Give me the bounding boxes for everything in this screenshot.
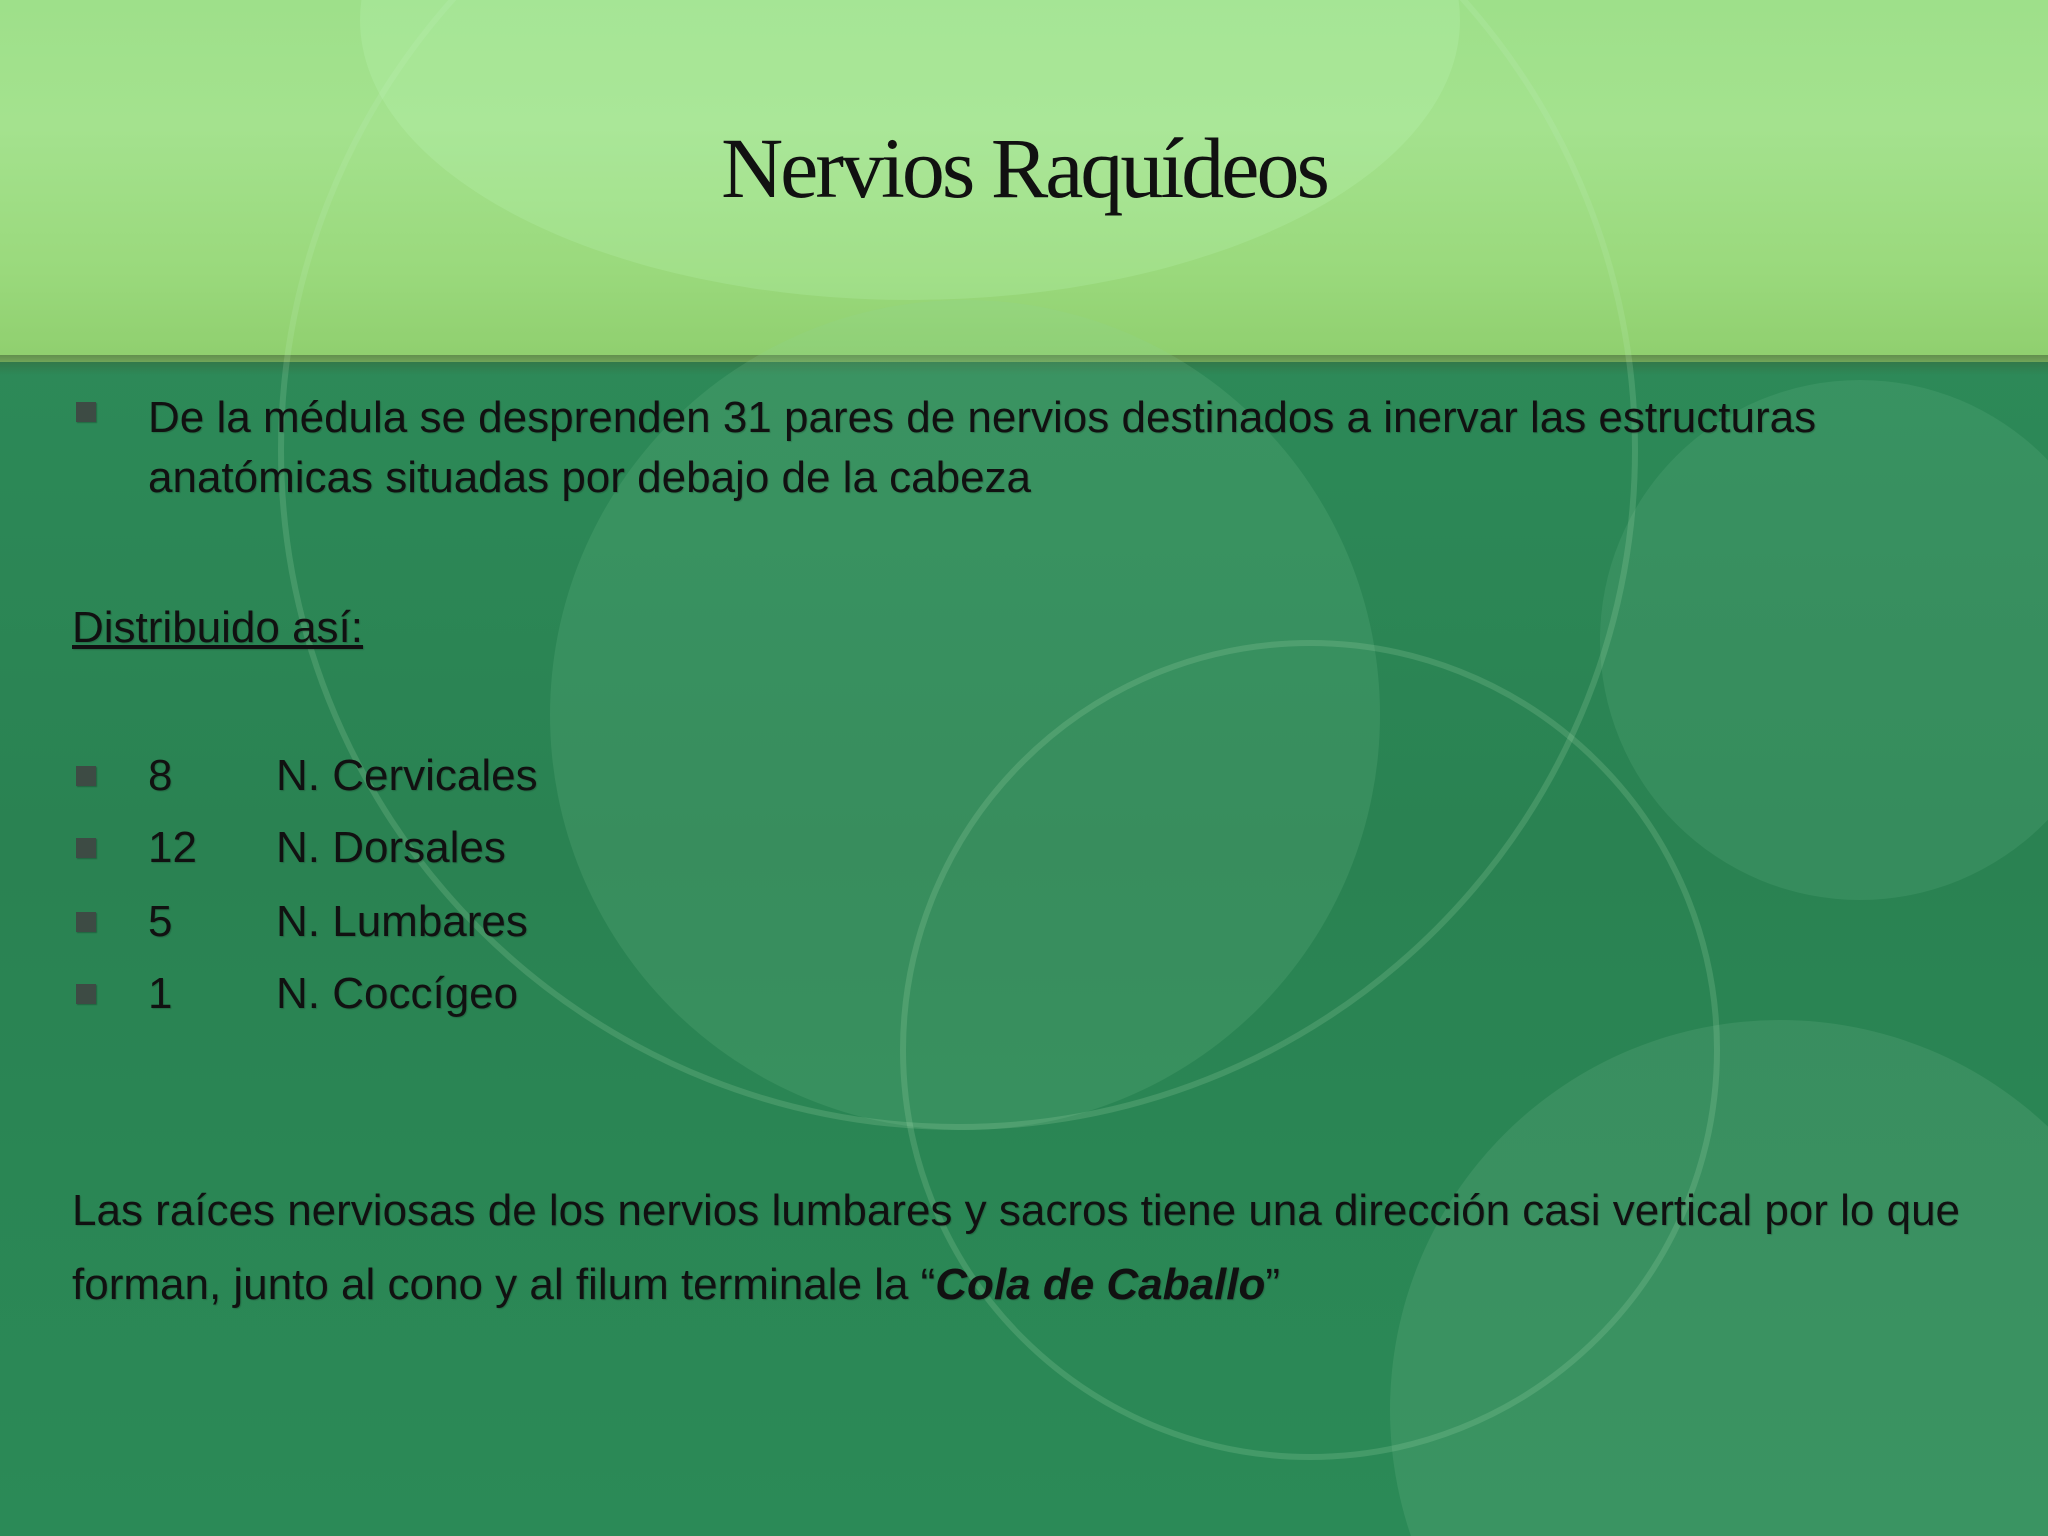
bullet-square-icon xyxy=(76,402,96,422)
nerve-count: 5 xyxy=(148,897,173,946)
nerve-name: N. Lumbares xyxy=(276,897,528,946)
nerve-name: N. Dorsales xyxy=(276,823,506,872)
nerve-name: N. Coccígeo xyxy=(276,969,519,1018)
slide-title: Nervios Raquídeos xyxy=(721,120,1327,216)
bullet-square-icon xyxy=(76,912,96,932)
intro-paragraph: De la médula se desprenden 31 pares de nervios destinados a inervar las estructuras anatómicas situadas por debajo de la cabeza xyxy=(148,393,1817,502)
closing-text-after: ” xyxy=(1265,1260,1280,1309)
nerve-count: 8 xyxy=(148,751,173,800)
closing-paragraph xyxy=(72,1174,1972,1322)
cola-de-caballo-emphasis: Cola de Caballo xyxy=(935,1260,1266,1309)
closing-text-before: Las raíces nerviosas de los nervios lumbares y sacros tiene una dirección casi vertical por lo que forman, junto al cono y al filum terminale la “ xyxy=(72,1186,1961,1309)
bullet-square-icon xyxy=(76,984,96,1004)
bullet-square-icon xyxy=(76,838,96,858)
distribution-label: Distribuido así: xyxy=(72,603,364,652)
nerve-name: N. Cervicales xyxy=(276,751,538,800)
nerve-count: 12 xyxy=(148,823,197,872)
nerve-count: 1 xyxy=(148,969,173,1018)
decorative-medium-ring xyxy=(900,640,1720,1460)
bullet-square-icon xyxy=(76,766,96,786)
